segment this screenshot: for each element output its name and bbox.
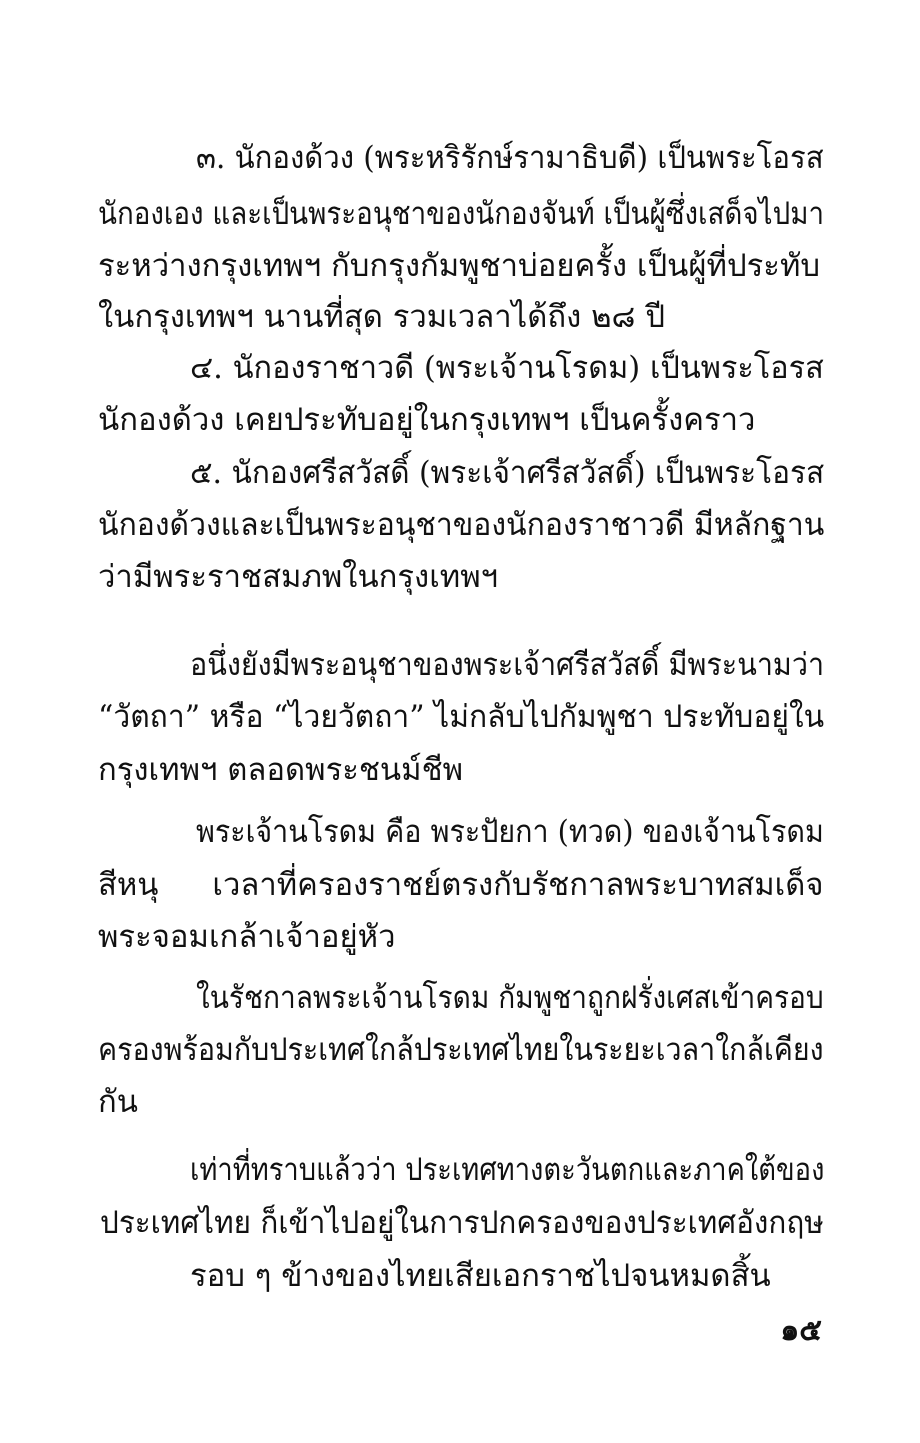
text-line-7: ๕. นักองศรีสวัสดิ์ (พระเจ้าศรีสวัสดิ์) เป็นพระโอรส [190,455,825,491]
text-line-12: กรุงเทพฯ ตลอดพระชนม์ชีพ [98,752,464,788]
text-line-11: “วัตถา” หรือ “ไวยวัตถา” ไม่กลับไปกัมพูชา ประทับอยู่ใน [98,699,825,735]
text-line-15: พระจอมเกล้าเจ้าอยู่หัว [98,919,396,955]
text-line-18: กัน [98,1084,138,1120]
text-line-14-start: สีหนุ [98,867,159,903]
text-line-3: ระหว่างกรุงเทพฯ กับกรุงกัมพูชาบ่อยครั้ง เป็นผู้ที่ประทับ [98,248,821,284]
text-line-8: นักองด้วงและเป็นพระอนุชาของนักองราชาวดี มีหลักฐาน [98,507,825,543]
text-line-1: ๓. นักองด้วง (พระหริรักษ์รามาธิบดี) เป็นพระโอรส [196,140,824,176]
text-line-2: นักองเอง และเป็นพระอนุชาของนักองจันท์ เป็นผู้ซึ่งเสด็จไปมา [98,196,825,232]
text-line-14-end: เวลาที่ครองราชย์ตรงกับรัชกาลพระบาทสมเด็จ [212,867,824,903]
page-number: ๑๕ [780,1313,822,1348]
text-line-21: รอบ ๆ ข้างของไทยเสียเอกราชไปจนหมดสิ้น [190,1258,771,1294]
text-line-16: ในรัชกาลพระเจ้านโรดม กัมพูชาถูกฝรั่งเศสเข้าครอบ [196,980,824,1016]
text-line-20: ประเทศไทย ก็เข้าไปอยู่ในการปกครองของประเทศอังกฤษ [100,1205,824,1241]
text-line-13: พระเจ้านโรดม คือ พระปัยกา (ทวด) ของเจ้านโรดม [196,814,824,850]
text-line-4: ในกรุงเทพฯ นานที่สุด รวมเวลาได้ถึง ๒๘ ปี [98,299,666,335]
text-line-6: นักองด้วง เคยประทับอยู่ในกรุงเทพฯ เป็นครั้งคราว [98,402,756,438]
text-line-5: ๔. นักองราชาวดี (พระเจ้านโรดม) เป็นพระโอรส [190,350,824,386]
text-line-19: เท่าที่ทราบแล้วว่า ประเทศทางตะวันตกและภาคใต้ของ [190,1152,825,1188]
text-line-14 [98,865,824,905]
text-line-10: อนึ่งยังมีพระอนุชาของพระเจ้าศรีสวัสดิ์ มีพระนามว่า [190,647,825,683]
text-line-9: ว่ามีพระราชสมภพในกรุงเทพฯ [98,559,499,595]
text-line-17: ครองพร้อมกับประเทศใกล้ประเทศไทยในระยะเวลาใกล้เคียง [98,1032,824,1068]
